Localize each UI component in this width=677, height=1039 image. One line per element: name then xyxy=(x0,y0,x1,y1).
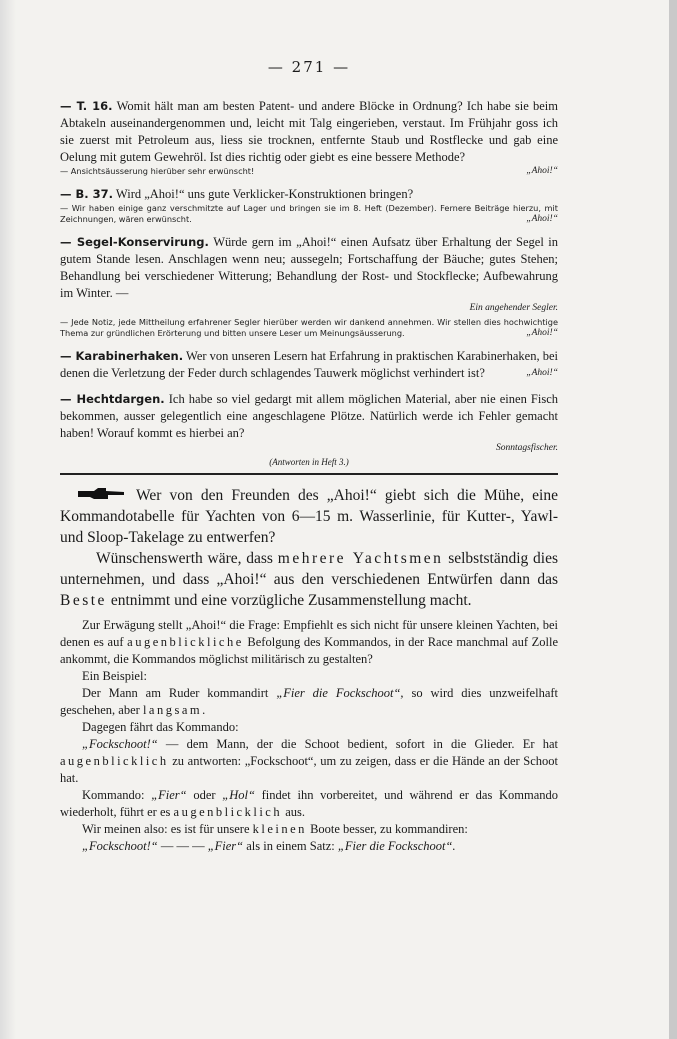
editor-note: — Ansichtsäusserung hierüber sehr erwünscht! xyxy=(60,166,255,176)
body-command: „Fockschoot!“ xyxy=(82,737,158,751)
body-command: „Fockschoot!“ xyxy=(82,839,158,853)
entry-text: Wird „Ahoi!“ uns gute Verklicker-Konstruktionen bringen? xyxy=(115,187,414,201)
signature: Sonntagsfischer. xyxy=(495,443,558,453)
announcement-intro: Wer von den Freunden des „Ahoi!“ giebt sich die Mühe, eine Kommandotabelle für Yachten von 6—15 m. Wasserlinie, für Kutter-, Yawl- und Sloop-Takelage zu entwerfen? xyxy=(60,487,558,546)
body-command: „Hol“ xyxy=(222,788,255,802)
entry-t16 xyxy=(60,98,558,177)
signature: „Ahoi!“ xyxy=(526,368,558,378)
editor-note: — Jede Notiz, jede Mittheilung erfahrener Segler hierüber werden wir dankend annehmen. Wir stellen dies hochwichtige Thema zur gründlichen Erörterung und bitten unsere Leser um Meinungsäusserung. xyxy=(60,317,558,338)
pointing-hand-icon xyxy=(76,487,126,501)
entry-segel-konservirung xyxy=(60,234,558,339)
entry-heading: — T. 16. xyxy=(60,99,113,113)
body-text: Wir meinen also: es ist für unsere xyxy=(82,822,250,836)
body-text: Der Mann am Ruder kommandirt xyxy=(82,686,269,700)
entry-text: Ich habe so viel gedargt mit allem möglichen Material, aber nie einen Fisch bekommen, ausser gelegentlich eine angeschlagene Plötze. Natürlich werde ich Fehler gemacht haben! Worauf kommt es hierbei an? xyxy=(60,392,558,440)
body-emphasis: langsam. xyxy=(142,703,208,717)
body-command: „Fier“ xyxy=(207,839,244,853)
body-text: Ein Beispiel: xyxy=(82,669,147,683)
body-command: „Fier die Fockschoot“, xyxy=(276,686,404,700)
body-text: Kommando: xyxy=(82,788,145,802)
announcement-text: selbstständig dies unternehmen, und dass „Ahoi!“ aus den verschiedenen Entwürfen dann das xyxy=(60,550,559,588)
body-text: — dem Mann, der die Schoot bedient, sofort in die Glieder. Er hat xyxy=(165,737,558,751)
entry-b37 xyxy=(60,186,558,225)
scan-edge-left xyxy=(0,0,16,1039)
entry-text: Womit hält man am besten Patent- und andere Blöcke in Ordnung? Ich habe sie beim Abtakeln auseinandergenommen und, leicht mit Talg eingerieben, verstaut. Im Frühjahr goss ich sie zuerst mit Petroleum aus, liess sie trocknen, entfernte Staub und Rostflecke und gab eine Oelung mit gutem Gewehröl. Ist dies richtig oder giebt es eine bessere Methode? xyxy=(60,99,558,164)
entry-heading: — B. 37. xyxy=(60,187,114,201)
body-command: „Fier die Fockschoot“. xyxy=(337,839,456,853)
body-text: als in einem Satz: xyxy=(246,839,335,853)
announcement-text: entnimmt und eine vorzügliche Zusammenstellung macht. xyxy=(110,592,472,609)
announcement-emphasis: mehrere Yachtsmen xyxy=(277,550,444,567)
body-command: „Fier“ xyxy=(151,788,187,802)
entry-heading: — Hechtdargen. xyxy=(60,392,165,406)
scan-edge-right xyxy=(669,0,677,1039)
body-text: Zur Erwägung stellt „Ahoi!“ die Frage: Empfiehlt es sich nicht für unsere kleinen Yachten, bei denen es auf xyxy=(60,618,558,649)
editor-note: — Wir haben einige ganz verschmitzte auf Lager und bringen sie im 8. Heft (Dezember). Fernere Beiträge hierzu, mit Zeichnungen, wären erwünscht. xyxy=(60,203,558,224)
body-text: oder xyxy=(193,788,216,802)
signature: „Ahoi!“ xyxy=(526,166,558,176)
entry-hechtdargen xyxy=(60,391,558,453)
announcement-text: Wünschenswerth wäre, dass xyxy=(96,550,273,567)
page-number: — 271 — xyxy=(267,58,351,76)
body-emphasis: augenblickliche xyxy=(127,635,244,649)
body-emphasis: augenblicklich xyxy=(60,754,169,768)
signature: Ein angehender Segler. xyxy=(469,303,558,313)
body-emphasis: augenblicklich xyxy=(173,805,283,819)
entry-heading: — Karabinerhaken. xyxy=(60,349,184,363)
body-text: — — — xyxy=(160,839,205,853)
entry-text: Wer von unseren Lesern hat Erfahrung in praktischen Karabinerhaken, bei denen die Verletzung der Feder durch schlagendes Tauwerk möglichst verhindert ist? xyxy=(60,349,558,380)
body-text: aus. xyxy=(285,805,306,819)
entry-karabinerhaken xyxy=(60,348,558,382)
body-text: Boote besser, zu kommandiren: xyxy=(310,822,468,836)
announcement-emphasis: Beste xyxy=(60,592,107,609)
signature: „Ahoi!“ xyxy=(526,328,558,338)
announcement xyxy=(60,485,558,611)
entry-text: Würde gern im „Ahoi!“ einen Aufsatz über Erhaltung der Segel in gutem Stande lesen. Anschlagen wenn neu; aussegeln; Fortschaffung der Bäuche; gutes Stehen; Behandlung bei verschiedener Witterung; Behandlung der Rost- und Stockflecke; Aufbewahrung im Winter. — xyxy=(60,235,559,300)
body-text: zu antworten: „Fockschoot“, um zu zeigen, dass er die Hände an der Schoot hat. xyxy=(60,754,558,785)
section-divider xyxy=(60,473,558,475)
body-text: Dagegen fährt das Kommando: xyxy=(82,720,239,734)
body-text: findet ihn vorbereitet, und während er das Kommando wiederholt, führt er es xyxy=(60,788,559,819)
answers-note: (Antworten in Heft 3.) xyxy=(269,457,349,467)
body-text: so wird dies unzweifelhaft geschehen, aber xyxy=(60,686,559,717)
body-emphasis: kleinen xyxy=(252,822,307,836)
page xyxy=(60,58,558,855)
body-text: Befolgung des Kommandos, in der Race manchmal auf Zolle ankommt, die Kommandos möglichst militärisch zu gestalten? xyxy=(60,635,559,666)
signature: „Ahoi!“ xyxy=(526,214,558,224)
entry-heading: — Segel-Konservirung. xyxy=(60,235,209,249)
discussion xyxy=(60,617,558,855)
